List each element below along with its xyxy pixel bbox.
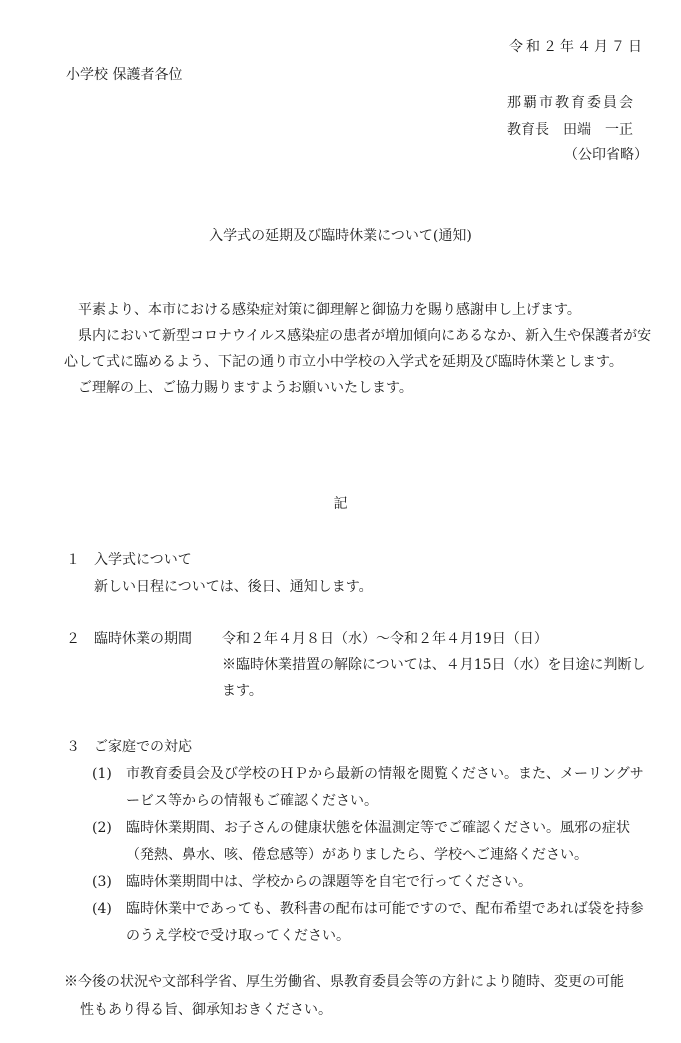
body-paragraph: ご理解の上、ご協力賜りますようお願いいたします。 xyxy=(78,380,413,396)
body-text xyxy=(64,297,654,401)
section-heading: ご家庭での対応 xyxy=(94,739,192,755)
list-item xyxy=(66,869,646,896)
recipient: 小学校 保護者各位 xyxy=(66,67,183,83)
body-paragraph: 平素より、本市における感染症対策に御理解と御協力を賜り感謝申し上げます。 xyxy=(78,302,581,318)
section-entrance-ceremony xyxy=(66,547,373,601)
section-number: ２ xyxy=(66,631,80,647)
item-text: 臨時休業期間、お子さんの健康状態を体温測定等でご確認ください。風邪の症状（発熱、鼻水、咳、倦怠感等）がありましたら、学校へご連絡ください。 xyxy=(126,820,630,863)
item-text: 臨時休業中であっても、教科書の配布は可能ですので、配布希望であれば袋を持参のうえ学校で受け取ってください。 xyxy=(126,901,644,944)
section-number: ３ xyxy=(66,739,80,755)
footnote-line: 性もあり得る旨、御承知おきください。 xyxy=(80,1002,332,1018)
list-item xyxy=(66,815,646,869)
notice-date: 令和２年４月７日 xyxy=(509,39,645,55)
item-text: 市教育委員会及び学校のＨＰから最新の情報を閲覧ください。また、メーリングサービス等からの情報もご確認ください。 xyxy=(126,766,644,809)
seal-omitted-note: （公印省略） xyxy=(564,147,648,163)
issuer-name: 教育長 田端 一正 xyxy=(507,122,633,138)
section-closure-period xyxy=(66,626,652,704)
body-paragraph: 県内において新型コロナウイルス感染症の患者が増加傾向にあるなか、新入生や保護者が安心して式に臨めるよう、下記の通り市立小中学校の入学式を延期及び臨時休業とします。 xyxy=(64,328,652,370)
item-number: (1) xyxy=(92,766,112,782)
measures-list xyxy=(66,761,646,950)
list-item xyxy=(66,896,646,950)
list-item xyxy=(66,761,646,815)
section-heading: 臨時休業の期間 xyxy=(94,631,192,647)
issuer-organization: 那覇市教育委員会 xyxy=(507,95,635,111)
item-text: 臨時休業期間中は、学校からの課題等を自宅で行ってください。 xyxy=(126,874,532,890)
section-text: 新しい日程については、後日、通知します。 xyxy=(94,579,373,595)
item-number: (4) xyxy=(92,901,112,917)
footnote-line: ※今後の状況や文部科学省、厚生労働省、県教育委員会等の方針により随時、変更の可能 xyxy=(64,974,624,990)
section-number: １ xyxy=(66,552,80,568)
closure-period: 令和２年４月８日（水）～令和２年４月19日（日） xyxy=(222,631,548,647)
section-heading: 入学式について xyxy=(94,552,192,568)
section-home-measures xyxy=(66,734,646,950)
document-title: 入学式の延期及び臨時休業について(通知) xyxy=(209,228,472,244)
closure-note: ※臨時休業措置の解除については、４月15日（水）を目途に判断します。 xyxy=(222,657,646,699)
item-number: (3) xyxy=(92,874,112,890)
footnote xyxy=(64,968,654,1024)
item-number: (2) xyxy=(92,820,112,836)
ki-heading: 記 xyxy=(333,496,348,512)
